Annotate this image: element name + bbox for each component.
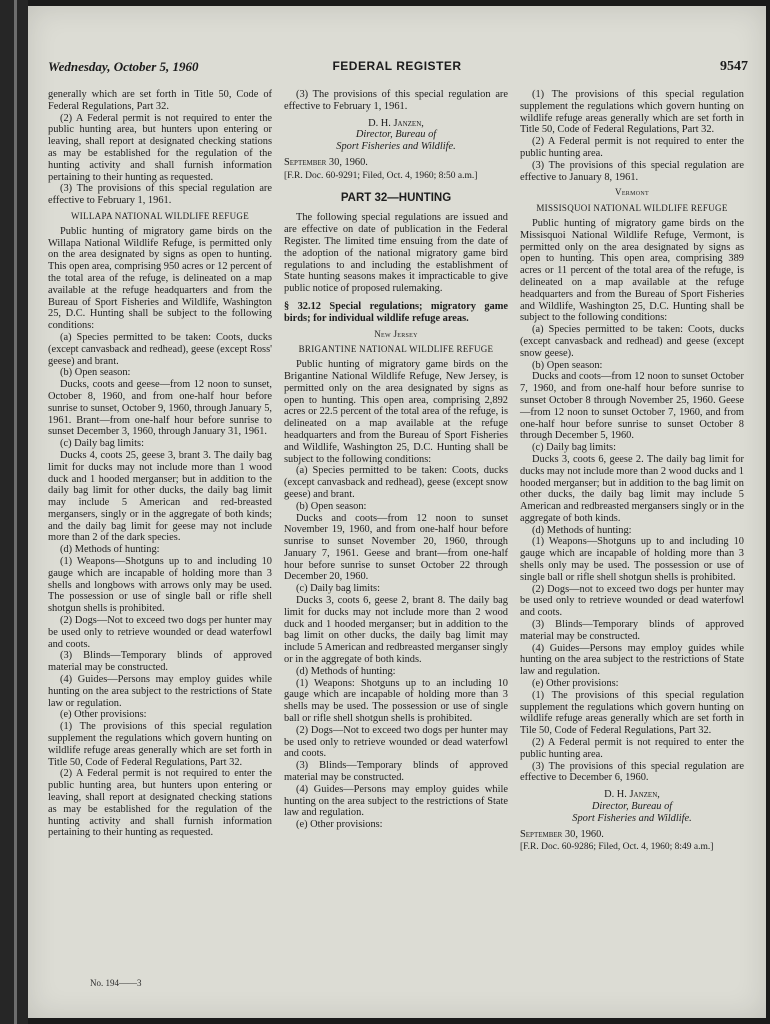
paragraph: (4) Guides—Persons may employ guides while hunting on the area subject to the restrictions of State law or regulation. bbox=[48, 674, 272, 709]
paragraph: (d) Methods of hunting: bbox=[60, 544, 160, 556]
column-3 bbox=[520, 89, 744, 854]
paragraph: (c) Daily bag limits: bbox=[60, 438, 144, 450]
signature-name: D. H. Janzen, bbox=[604, 789, 660, 801]
signature-name: D. H. Janzen, bbox=[368, 117, 424, 129]
refuge-heading: BRIGANTINE NATIONAL WILDLIFE REFUGE bbox=[298, 344, 494, 355]
paragraph: (c) Daily bag limits: bbox=[296, 583, 380, 595]
section-heading bbox=[284, 301, 508, 325]
paragraph: (e) Other provisions: bbox=[60, 709, 147, 721]
part-heading: PART 32—HUNTING bbox=[340, 191, 452, 204]
paragraph: (3) Blinds—Temporary blinds of approved material may be constructed. bbox=[284, 760, 508, 784]
page-number: 9547 bbox=[720, 59, 748, 74]
scan-edge-line bbox=[14, 0, 17, 1024]
signature-date: September 30, 1960. bbox=[520, 828, 604, 840]
signature-title: Sport Fisheries and Wildlife. bbox=[336, 141, 456, 153]
paragraph: (c) Daily bag limits: bbox=[532, 442, 616, 454]
paragraph: (2) A Federal permit is not required to enter the public hunting area. bbox=[520, 737, 744, 760]
refuge-heading: MISSISQUOI NATIONAL WILDLIFE REFUGE bbox=[536, 203, 728, 214]
paragraph: (2) A Federal permit is not required to enter the public hunting area, but hunters upon entering or leaving, shall report at designated checking stations as may be established for the regulation of the hunting activity and shall furnish information pertaining to their hunting as requested. bbox=[48, 112, 272, 183]
paragraph: Ducks and coots—from 12 noon to sunset October 7, 1960, and from one-half hour before sunrise to sunset October 8 through November 25, 1960. Geese—from 12 noon to sunset October 7, 1960, and from one-half hour before sunrise to sunset October 8 through December 5, 1960. bbox=[520, 371, 744, 442]
paragraph: (2) A Federal permit is not required to enter the public hunting area. bbox=[520, 136, 744, 159]
paragraph: Ducks and coots—from 12 noon to sunset November 19, 1960, and from one-half hour before sunrise to sunset November 20, 1960, through January 7, 1961. Geese and brant—from one-half hour before sunrise to sunset October 22 through December 20, 1960. bbox=[284, 512, 508, 583]
paragraph: Ducks 3, coots 6, geese 2. The daily bag limit for ducks may not include more than 2 wood ducks and 1 hooded merganser; but in addition to the bag limit on other ducks, the daily bag limit may include 5 American and redbreasted mergansers singly or in the aggregate of both kinds. bbox=[520, 453, 744, 524]
section-number: § 32.12 bbox=[284, 300, 321, 312]
paragraph: Public hunting of migratory game birds on the Missisquoi National Wildlife Refuge, Vermont, is permitted only on the area designated by signs as open to hunting. This open area, comprising 389 acres or 11 percent of the total area of the refuge, is delineated on a map available at the refuge headquarters and from the Bureau of Sport Fisheries and Wildlife, Washington 25, D.C. Hunting shall be subject to the following conditions: bbox=[520, 217, 744, 324]
paragraph: Public hunting of migratory game birds on the Willapa National Wildlife Refuge, is permitted only on the area designated by signs as open to hunting. This open area, comprising 950 acres or 12 percent of the total area of the refuge, is delineated on a map available at the refuge headquarters and from the Bureau of Sport Fisheries and Wildlife, Washington 25, D.C. Hunting shall be subject to the following conditions: bbox=[48, 225, 272, 332]
scan-edge bbox=[0, 0, 28, 1024]
page-header bbox=[46, 59, 748, 79]
paragraph: (1) Weapons—Shotguns up to and including 10 gauge which are incapable of holding more than 3 shells and longbows with arrows only may be used. The possession or use of single ball or rifle shell shotgun shells is prohibited. bbox=[48, 556, 272, 615]
paragraph: (1) Weapons—Shotguns up to and including 10 gauge which are incapable of holding more than 3 shells only may be used. The possession or use of single ball or rifle shell shotgun shells is prohibited. bbox=[520, 536, 744, 583]
fr-doc-line: [F.R. Doc. 60-9291; Filed, Oct. 4, 1960; 8:50 a.m.] bbox=[284, 170, 478, 181]
column-2 bbox=[284, 89, 508, 831]
paragraph: Ducks 4, coots 25, geese 3, brant 3. The daily bag limit for ducks may not include more than 1 wood duck and 1 hooded merganser; but in addition to the daily bag limit for other ducks, the daily bag limit may include 5 American and red-breasted mergansers, singly or in the aggregate of both kinds; and the daily bag limit for geese may not include more than 2 of the dark species. bbox=[48, 449, 272, 544]
paragraph: (2) A Federal permit is not required to enter the public hunting area, but hunters upon entering or leaving, shall report at designated checking stations as may be established for the regulation of the hunting activity and shall furnish information pertaining to their hunting as requested. bbox=[48, 768, 272, 839]
header-date: Wednesday, October 5, 1960 bbox=[48, 59, 199, 74]
paragraph: (b) Open season: bbox=[532, 359, 603, 371]
signature-date: September 30, 1960. bbox=[284, 156, 368, 168]
paragraph: (e) Other provisions: bbox=[296, 819, 383, 831]
paragraph: (3) The provisions of this special regulation are effective to January 8, 1961. bbox=[520, 159, 744, 183]
paragraph: Ducks, coots and geese—from 12 noon to sunset, October 8, 1960, and from one-half hour before sunrise to sunset, October 9, 1960, through January 5, 1961. Brant—from one-half hour before sunrise to sunset December 3, 1960, through January 31, 1961. bbox=[48, 379, 272, 438]
paragraph: generally which are set forth in Title 50, Code of Federal Regulations, Part 32. bbox=[48, 89, 272, 112]
paragraph: (1) The provisions of this special regulation supplement the regulations which govern hunting on wildlife refuge areas generally which are set forth in Tile 50, Code of Federal Regulations, Part 32. bbox=[520, 689, 744, 737]
paragraph: (3) The provisions of this special regulation are effective to February 1, 1961. bbox=[284, 89, 508, 112]
paragraph: (3) The provisions of this special regulation are effective to February 1, 1961. bbox=[48, 183, 272, 207]
column-1 bbox=[48, 89, 272, 839]
paragraph: (1) Weapons: Shotguns up to an including 10 gauge which are incapable of holding more than 3 shells may be used. The possession or use of single ball or rifle shell shotgun shells is prohibited. bbox=[284, 677, 508, 725]
paragraph: (b) Open season: bbox=[296, 500, 367, 512]
signature-title: Director, Bureau of bbox=[355, 129, 437, 141]
paragraph: (2) Dogs—Not to exceed two dogs per hunter may be used only to retrieve wounded or dead waterfowl and coots. bbox=[284, 724, 508, 760]
paragraph: The following special regulations are issued and are effective on date of publication in the Federal Register. The limited time ensuing from the date of the adoption of the national migratory game bird regulations to and including the establishment of State hunting seasons makes it impracticable to give public notice of proposed rulemaking. bbox=[284, 212, 508, 295]
fr-doc-line: [F.R. Doc. 60-9286; Filed, Oct. 4, 1960; 8:49 a.m.] bbox=[520, 842, 714, 853]
paragraph: Ducks 3, coots 6, geese 2, brant 8. The daily bag limit for ducks may not include more than 2 wood duck and 1 hooded merganser; but in addition to the bag limit on other ducks, the daily bag limit may include 5 American and redbreasted merganser singly or in the aggregate of both kinds. bbox=[284, 595, 508, 666]
paragraph: (d) Methods of hunting: bbox=[532, 524, 632, 536]
signature-title: Sport Fisheries and Wildlife. bbox=[572, 812, 692, 824]
section-title: Special regulations; migratory game birds; for individual wildlife refuge areas. bbox=[284, 300, 508, 324]
paragraph: (b) Open season: bbox=[60, 367, 131, 379]
paragraph: (4) Guides—Persons may employ guides while hunting on the area subject to the restrictions of State law and regulation. bbox=[284, 783, 508, 819]
paragraph: (a) Species permitted to be taken: Coots, ducks (except canvasback and redhead) and geese (except snow geese). bbox=[520, 324, 744, 359]
paragraph: (a) Species permitted to be taken: Coots, ducks (except canvasback and redhead), geese (except snow geese) and brant. bbox=[284, 465, 508, 500]
footer-issue-number: No. 194——3 bbox=[90, 978, 142, 988]
paragraph: (a) Species permitted to be taken: Coots, ducks (except canvasback and redhead), geese (except Ross' geese) and brant. bbox=[48, 331, 272, 367]
paragraph: Public hunting of migratory game birds on the Brigantine National Wildlife Refuge, New Jersey, is permitted only on the area designated by signs as open to hunting. This open area, comprising 2,892 acres or 22.5 percent of the total area of the refuge, is delineated on a map available at the refuge headquarters and from the Bureau of Sport Fisheries and Wildlife, Washington 25, D.C. Hunting shall be subject to the following conditions: bbox=[284, 359, 508, 465]
paragraph: (3) The provisions of this special regulation are effective to December 6, 1960. bbox=[520, 760, 744, 784]
refuge-heading: WILLAPA NATIONAL WILDLIFE REFUGE bbox=[70, 210, 249, 221]
paragraph: (2) Dogs—Not to exceed two dogs per hunter may be used only to retrieve wounded or dead waterfowl and coots. bbox=[48, 615, 272, 650]
state-heading: Vermont bbox=[615, 187, 649, 198]
paragraph: (1) The provisions of this special regulation supplement the regulations which govern hunting on wildlife refuge areas generally which are set forth in Title 50, Code of Federal Regulations, Part 32. bbox=[48, 721, 272, 768]
header-title: FEDERAL REGISTER bbox=[332, 59, 462, 73]
state-heading: New Jersey bbox=[374, 328, 418, 339]
paragraph: (1) The provisions of this special regulation supplement the regulations which govern hunting on wildlife refuge areas generally which are set forth in Title 50, Code of Federal Regulations, Part 32. bbox=[520, 89, 744, 136]
paragraph: (e) Other provisions: bbox=[532, 678, 619, 690]
paragraph: (3) Blinds—Temporary blinds of approved material may be constructed. bbox=[48, 650, 272, 674]
signature-title: Director, Bureau of bbox=[591, 801, 673, 813]
paragraph: (2) Dogs—not to exceed two dogs per hunter may be used only to retrieve wounded or dead waterfowl and coots. bbox=[520, 583, 744, 619]
paragraph: (3) Blinds—Temporary blinds of approved material may be constructed. bbox=[520, 619, 744, 642]
paragraph: (d) Methods of hunting: bbox=[296, 665, 396, 677]
document-page bbox=[28, 6, 766, 1018]
paragraph: (4) Guides—Persons may employ guides while hunting on the area subject to the restrictions of State law and regulation. bbox=[520, 642, 744, 678]
